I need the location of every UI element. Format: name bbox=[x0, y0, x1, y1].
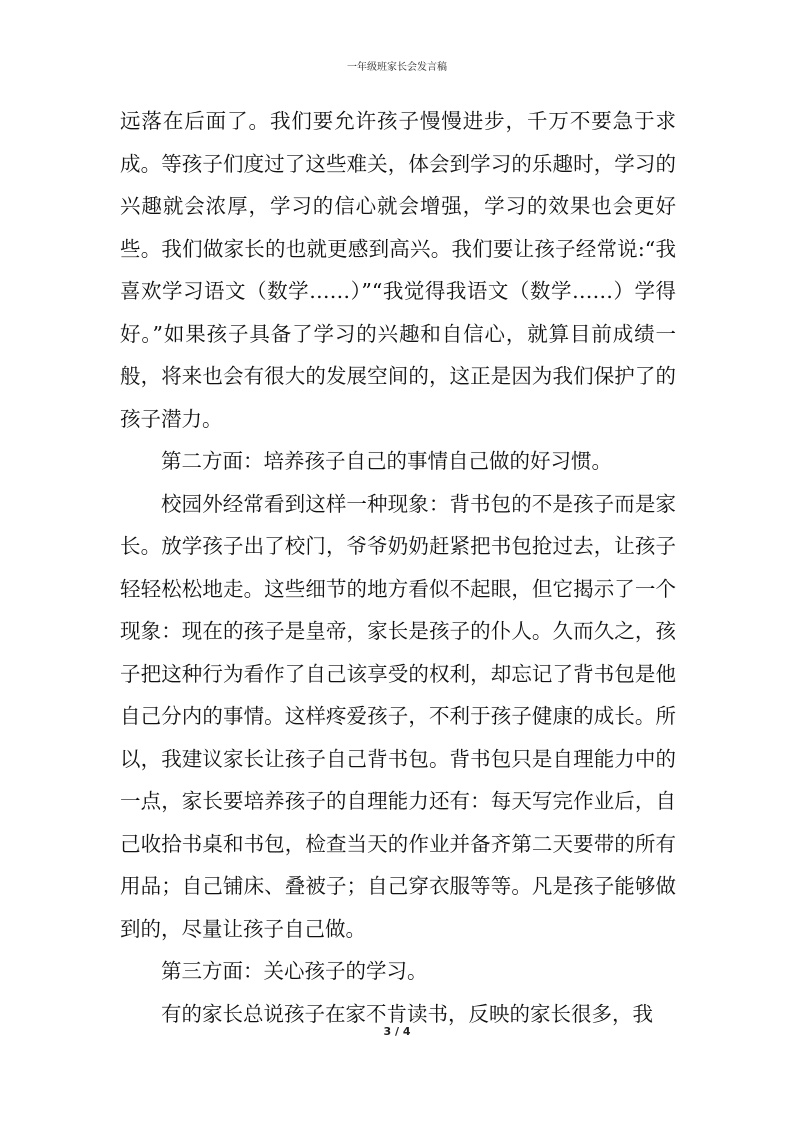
page-number: 3 / 4 bbox=[383, 1025, 411, 1038]
document-body bbox=[120, 100, 676, 1035]
paragraph-school-bag: 校园外经常看到这样一种现象：背书包的不是孩子而是家长。放学孩子出了校门，爷爷奶奶赶紧把书包抢过去，让孩子轻轻松松地走。这些细节的地方看似不起眼，但它揭示了一个现象：现在的孩子是皇帝，家长是孩子的仆人。久而久之，孩子把这种行为看作了自己该享受的权利，却忘记了背书包是他自己分内的事情。这样疼爱孩子，不利于孩子健康的成长。所以，我建议家长让孩子自己背书包。背书包只是自理能力中的一点，家长要培养孩子的自理能力还有：每天写完作业后，自己收拾书桌和书包，检查当天的作业并备齐第二天要带的所有用品；自己铺床、叠被子；自己穿衣服等等。凡是孩子能够做到的，尽量让孩子自己做。 bbox=[120, 491, 676, 941]
section-heading-second-aspect: 第二方面：培养孩子自己的事情自己做的好习惯。 bbox=[161, 449, 612, 473]
paragraph-study-concern: 有的家长总说孩子在家不肯读书，反映的家长很多，我 bbox=[161, 1001, 653, 1026]
paragraph-continuation: 远落在后面了。我们要允许孩子慢慢进步，千万不要急于求成。等孩子们度过了这些难关，体会到学习的乐趣时，学习的兴趣就会浓厚，学习的信心就会增强，学习的效果也会更好些。我们做家长的也就更感到高兴。我们要让孩子经常说:“我喜欢学习语文（数学……）”“我觉得我语文（数学……）学得好。”如果孩子具备了学习的兴趣和自信心，就算目前成绩一般，将来也会有很大的发展空间的，这正是因为我们保护了的孩子潜力。 bbox=[120, 109, 676, 431]
section-heading-third-aspect: 第三方面：关心孩子的学习。 bbox=[161, 959, 428, 983]
page-header: 一年级班家长会发言稿 bbox=[347, 62, 447, 73]
